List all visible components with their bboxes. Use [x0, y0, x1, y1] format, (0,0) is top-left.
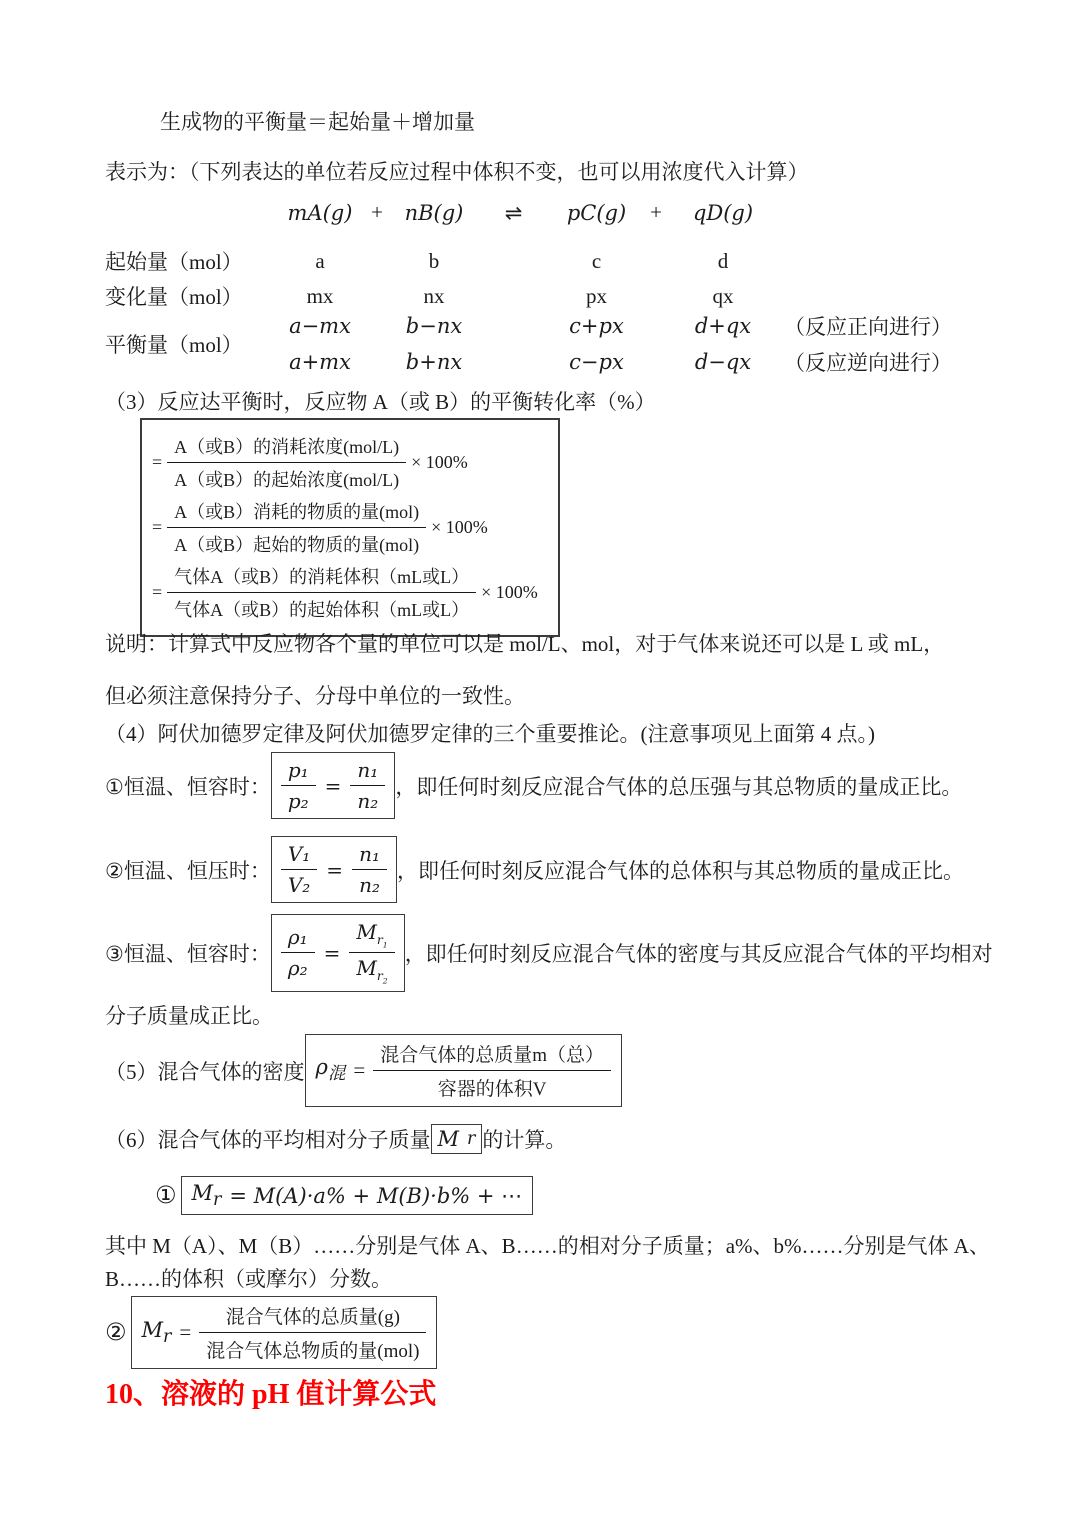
equilibrium-arrow: ⇌ [504, 200, 524, 225]
start-amount-row [105, 246, 1010, 276]
deduction2-text: ，即任何时刻反应混合气体的总体积与其总物质的量成正比。 [396, 858, 964, 883]
deduction3-text: ，即任何时刻反应混合气体的密度与其反应混合气体的平均相对 [404, 941, 993, 966]
moles-ratio-fraction [352, 841, 387, 898]
equilibrium-amount-rows [105, 308, 1010, 380]
reaction-equation-row [105, 200, 1010, 225]
unit-note-line2: 但必须注意保持分子、分母中单位的一致性。 [105, 684, 525, 708]
fraction-numerator: A（或B）消耗的物质的量(mol) [167, 497, 426, 528]
fraction-denominator: n₂ [357, 789, 379, 813]
deduction2-prefix: ②恒温、恒压时： [105, 858, 271, 883]
molar-mass-symbol: M [356, 920, 377, 944]
pressure-ratio-fraction [281, 757, 316, 814]
deduction3-prefix: ③恒温、恒容时： [105, 941, 271, 966]
equilibrium-forward-d: d+qx [694, 314, 752, 338]
change-a: mx [306, 283, 334, 308]
avogadro-deduction-2 [105, 836, 1010, 903]
equals-sign: = [179, 1320, 192, 1344]
section6-prefix: （6）混合气体的平均相对分子质量 [105, 1128, 431, 1152]
change-amount-label: 变化量（mol） [105, 285, 243, 309]
start-b: b [428, 248, 440, 273]
times-100-percent: × 100% [481, 582, 538, 602]
equals-sign: = [353, 1058, 366, 1082]
fraction-numerator: 气体A（或B）的消耗体积（mL或L） [167, 562, 476, 593]
start-d: d [717, 248, 729, 273]
rho-symbol: ρ [315, 1055, 328, 1080]
fraction [167, 432, 406, 493]
circled-2-marker: ② [105, 1320, 127, 1346]
mr-mass-over-moles-box [131, 1296, 438, 1369]
change-d: qx [712, 283, 734, 308]
section4-title: （4）阿伏加德罗定律及阿伏加德罗定律的三个重要推论。(注意事项见上面第 4 点。) [105, 722, 875, 746]
formula-row-volume [152, 562, 548, 623]
change-b: nx [423, 283, 445, 308]
fraction-denominator: p₂ [287, 789, 309, 813]
conversion-rate-formula-box [140, 418, 560, 637]
formula-row-concentration [152, 432, 548, 493]
fraction-numerator: A（或B）的消耗浓度(mol/L) [167, 432, 406, 463]
section6-average-molar-mass [105, 1124, 1010, 1154]
reactant-b-term: nB(g) [404, 200, 464, 225]
unit-note-line1: 说明：计算式中反应物各个量的单位可以是 mol/L、mol，对于气体来说还可以是 L 或 mL， [105, 632, 945, 656]
weighted-sum-expression: = M(A)·a% + M(B)·b% + ⋯ [229, 1183, 523, 1208]
product-d-term: qD(g) [692, 200, 754, 225]
fraction-denominator: V₂ [287, 873, 311, 897]
section5-prefix: （5）混合气体的密度 [105, 1059, 305, 1084]
circled-1-marker: ① [155, 1183, 177, 1210]
equilibrium-forward-c: c+px [569, 314, 624, 338]
density-ratio-fraction [281, 924, 315, 981]
start-c: c [591, 248, 602, 273]
plus-sign: + [371, 200, 383, 224]
mr-term [192, 1181, 222, 1210]
mr-formula-2 [105, 1296, 1010, 1369]
subscript-r: r [467, 1129, 476, 1149]
mr-term [142, 1318, 172, 1347]
subscript-r: r [376, 932, 383, 947]
equals-sign: = [324, 773, 342, 798]
reactant-a-term: mA(g) [287, 200, 353, 225]
equilibrium-reverse-d: d−qx [694, 350, 752, 374]
mr-formula-1 [155, 1176, 1060, 1215]
fraction [167, 562, 476, 623]
fraction-numerator: n₁ [350, 757, 385, 786]
fraction-numerator: ρ₁ [281, 924, 315, 953]
section3-title: （3）反应达平衡时，反应物 A（或 B）的平衡转化率（%） [105, 390, 656, 414]
equilibrium-forward-b: b−nx [405, 314, 463, 338]
section5-density [105, 1034, 1010, 1107]
molar-mass-symbol: M [356, 956, 377, 981]
equilibrium-forward-a: a−mx [289, 314, 351, 338]
plus-sign: + [650, 200, 662, 224]
times-100-percent: × 100% [431, 517, 488, 537]
equals-sign: = [326, 857, 344, 882]
fraction-denominator [349, 953, 394, 986]
mr-symbol-box [431, 1124, 483, 1154]
equilibrium-reverse-c: c−px [569, 350, 624, 374]
fraction-numerator: n₁ [352, 841, 387, 870]
molar-mass-symbol: M [191, 1181, 214, 1205]
molar-mass-symbol: M [437, 1127, 460, 1151]
fraction [167, 497, 426, 558]
molar-mass-ratio-fraction [349, 919, 394, 987]
deduction1-text: ，即任何时刻反应混合气体的总压强与其总物质的量成正比。 [395, 774, 963, 799]
fraction-numerator: 混合气体的总质量m（总） [373, 1039, 611, 1071]
deduction3-equation-box [271, 914, 405, 992]
molar-mass-symbol: M [141, 1317, 164, 1342]
change-c: px [586, 283, 607, 308]
equals-sign: = [323, 940, 341, 965]
density-fraction [373, 1039, 611, 1102]
subscript-r: r [376, 968, 383, 984]
rho-mixture-symbol [316, 1055, 346, 1085]
fraction-numerator: p₁ [281, 757, 316, 786]
deduction2-equation-box [271, 836, 397, 903]
deduction3-text-continued: 分子质量成正比。 [105, 1004, 273, 1028]
formula1-explanation: 其中 M（A）、M（B）……分别是气体 A、B……的相对分子质量；a%、b%……分别是气体 A、B……的体积（或摩尔）分数。 [105, 1234, 990, 1291]
expressed-as-line: 表示为：（下列表达的单位若反应过程中体积不变，也可以用浓度代入计算） [105, 160, 809, 184]
forward-note: （反应正向进行） [784, 315, 952, 339]
subscript [376, 932, 388, 950]
density-formula-box [305, 1034, 622, 1107]
fraction-denominator: 气体A（或B）的起始体积（mL或L） [174, 600, 470, 620]
equals-sign: = [152, 452, 163, 472]
avogadro-deduction-1 [105, 752, 1010, 819]
change-amount-row [105, 281, 1010, 311]
fraction-denominator: 容器的体积V [437, 1079, 547, 1100]
fraction-denominator: A（或B）起始的物质的量(mol) [174, 535, 420, 555]
avogadro-deduction-3 [105, 914, 1010, 992]
deduction1-prefix: ①恒温、恒容时： [105, 774, 271, 799]
mr-weighted-sum-box [181, 1176, 534, 1215]
product-c-term: pC(g) [566, 200, 627, 225]
subscript-r: r [163, 1327, 172, 1348]
mass-over-moles-fraction [199, 1301, 426, 1364]
subscript-index: 1 [382, 940, 388, 950]
subscript-r: r [213, 1190, 222, 1211]
section10-heading: 10、溶液的 pH 值计算公式 [105, 1379, 437, 1410]
equals-sign: = [152, 582, 163, 602]
fraction-numerator: V₁ [281, 841, 317, 870]
fraction-denominator: n₂ [359, 873, 380, 897]
equals-sign: = [152, 517, 163, 537]
deduction1-equation-box [271, 752, 396, 819]
times-100-percent: × 100% [411, 452, 468, 472]
fraction-denominator: 混合气体总物质的量(mol) [206, 1341, 420, 1362]
formula-row-moles [152, 497, 548, 558]
start-a: a [315, 248, 325, 273]
fraction-numerator [349, 919, 394, 953]
equilibrium-amount-statement: 生成物的平衡量＝起始量＋增加量 [160, 110, 475, 134]
equilibrium-reverse-a: a+mx [289, 350, 351, 374]
subscript-index: 2 [382, 976, 388, 986]
volume-ratio-fraction [281, 841, 317, 898]
start-amount-label: 起始量（mol） [105, 250, 243, 274]
subscript [376, 968, 388, 986]
equilibrium-amount-label: 平衡量（mol） [105, 333, 243, 357]
section6-suffix: 的计算。 [482, 1128, 567, 1152]
equilibrium-reverse-b: b+nx [405, 350, 463, 374]
fraction-denominator: ρ₂ [287, 956, 308, 981]
reverse-note: （反应逆向进行） [784, 351, 952, 375]
fraction-numerator: 混合气体的总质量(g) [199, 1301, 426, 1333]
fraction-denominator: A（或B）的起始浓度(mol/L) [174, 470, 400, 490]
mixture-subscript: 混 [327, 1064, 346, 1085]
moles-ratio-fraction [350, 757, 385, 814]
